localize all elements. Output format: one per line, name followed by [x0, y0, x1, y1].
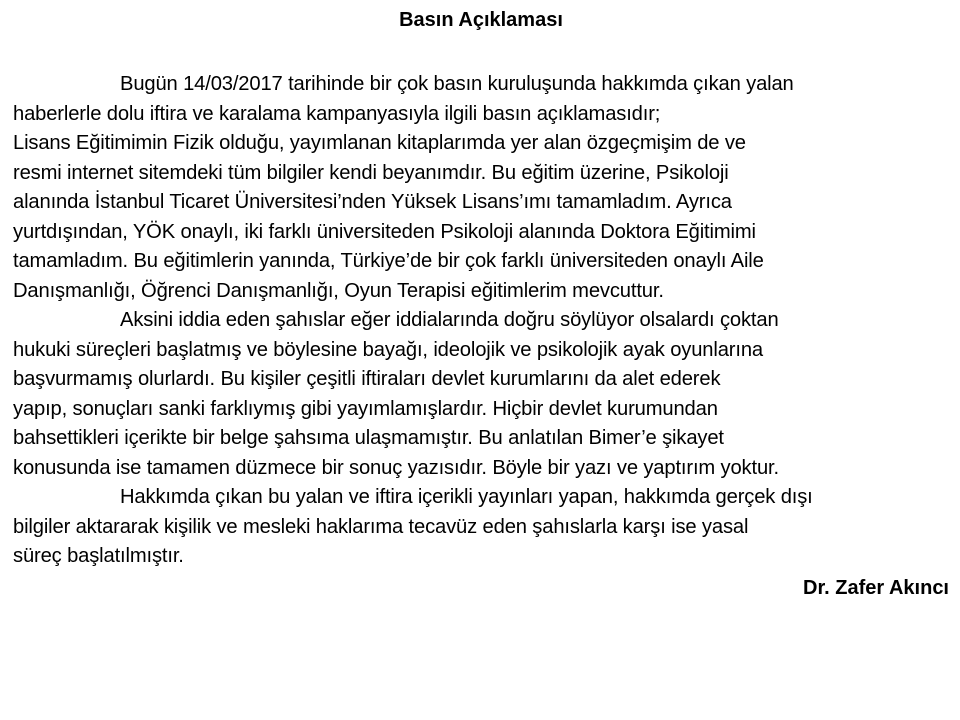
paragraph-3-line-1: Hakkımda çıkan bu yalan ve iftira içerikli yayınları yapan, hakkımda gerçek dışı [120, 486, 813, 508]
paragraph-1-line-7: tamamladım. Bu eğitimlerin yanında, Türkiye’de bir çok farklı üniversiteden onaylı Aile [13, 250, 764, 272]
paragraph-1-line-2: haberlerle dolu iftira ve karalama kampanyasıyla ilgili basın açıklamasıdır; [13, 102, 661, 125]
paragraph-2-line-6: konusunda ise tamamen düzmece bir sonuç yazısıdır. Böyle bir yazı ve yaptırım yoktur. [13, 456, 779, 479]
paragraph-2-line-3: başvurmamış olurlardı. Bu kişiler çeşitli iftiraları devlet kurumlarını da alet ederek [13, 368, 721, 390]
document-title: Basın Açıklaması [399, 9, 563, 31]
press-release-document [13, 0, 949, 603]
paragraph-2-line-5: bahsettikleri içerikte bir belge şahsıma ulaşmamıştır. Bu anlatılan Bimer’e şikayet [13, 427, 724, 449]
paragraph-2-line-2: hukuki süreçleri başlatmış ve böylesine bayağı, ideolojik ve psikolojik ayak oyunlarına [13, 338, 763, 361]
signature: Dr. Zafer Akıncı [803, 576, 949, 599]
paragraph-2-line-1: Aksini iddia eden şahıslar eğer iddialarında doğru söylüyor olsalardı çoktan [120, 309, 779, 331]
paragraph-1-line-1: Bugün 14/03/2017 tarihinde bir çok basın kuruluşunda hakkımda çıkan yalan [120, 73, 794, 95]
paragraph-3-line-2: bilgiler aktararak kişilik ve mesleki haklarıma tecavüz eden şahıslarla karşı ise yasal [13, 515, 749, 538]
paragraph-1-line-5: alanında İstanbul Ticaret Üniversitesi’nden Yüksek Lisans’ımı tamamladım. Ayrıca [13, 191, 732, 213]
paragraph-1-line-3: Lisans Eğitimimin Fizik olduğu, yayımlanan kitaplarımda yer alan özgeçmişim de ve [13, 132, 746, 154]
paragraph-1-line-6: yurtdışından, YÖK onaylı, iki farklı üniversiteden Psikoloji alanında Doktora Eğitimimi [13, 220, 756, 243]
paragraph-3-line-3: süreç başlatılmıştır. [13, 545, 184, 567]
paragraph-2-line-4: yapıp, sonuçları sanki farklıymış gibi yayımlamışlardır. Hiçbir devlet kurumundan [13, 397, 718, 420]
paragraph-1-line-8: Danışmanlığı, Öğrenci Danışmanlığı, Oyun Terapisi eğitimlerim mevcuttur. [13, 279, 664, 302]
document-body [13, 70, 949, 572]
paragraph-1-line-4: resmi internet sitemdeki tüm bilgiler kendi beyanımdır. Bu eğitim üzerine, Psikoloji [13, 161, 729, 184]
